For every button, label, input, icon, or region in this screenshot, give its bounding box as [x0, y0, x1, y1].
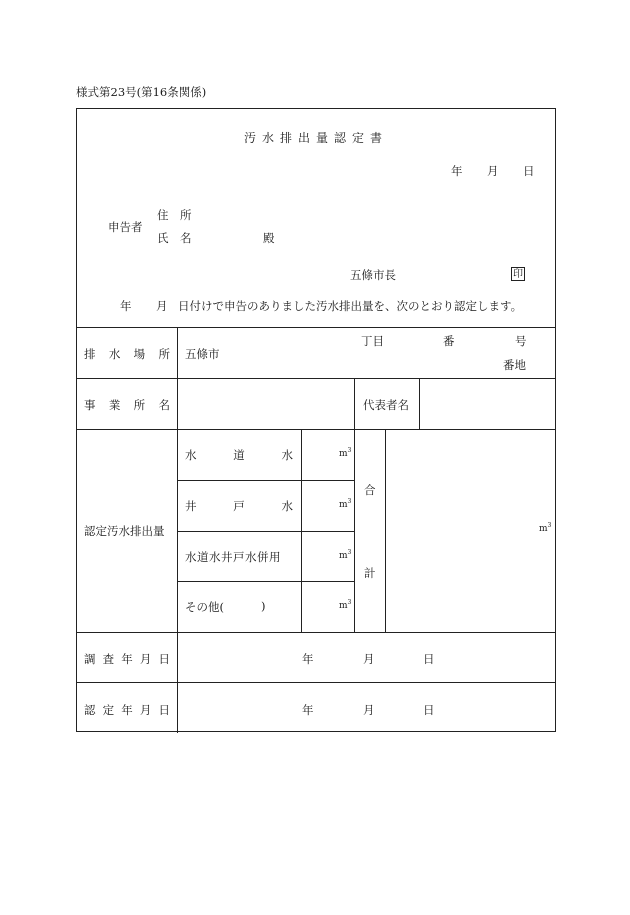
unit-tap-water: $m^3$ [339, 447, 352, 459]
unit-other: $m^3$ [339, 599, 352, 611]
discharge-city: 五條市 [185, 347, 220, 361]
volume-row-well-water: 井 戸 水 [185, 499, 293, 513]
certificate-title: 汚水排出量認定書 [243, 131, 388, 145]
certification-date-label: 認 定 年 月 日 [84, 703, 170, 717]
discharge-chome: 丁目 [361, 334, 384, 348]
statement-year: 年 [120, 299, 132, 313]
volume-row-other-close: ) [261, 599, 266, 613]
unit-well-water: $m^3$ [339, 498, 352, 510]
statement-month: 月 [156, 299, 168, 313]
form-number: 様式第23号(第16条関係) [76, 85, 207, 99]
total-label-top: 合 [364, 483, 376, 497]
seal-mark: 印 [513, 269, 523, 280]
issue-date-day: 日 [523, 164, 535, 178]
applicant-label: 申告者 [108, 220, 143, 234]
survey-date-label: 調 査 年 月 日 [84, 652, 170, 666]
issue-date-month: 月 [487, 164, 499, 178]
certified-volume-label: 認定汚水排出量 [84, 524, 165, 538]
business-office-label: 事 業 所 名 [84, 398, 170, 412]
issue-date-year: 年 [451, 164, 463, 178]
volume-row-combined: 水道水井戸水併用 [185, 550, 281, 564]
address-label: 住 所 [157, 208, 192, 222]
discharge-go: 号 [515, 334, 527, 348]
total-label-bottom: 計 [364, 566, 376, 580]
certificate-form [76, 108, 556, 732]
discharge-banchi: 番地 [503, 358, 526, 372]
statement-text: 日付けで申告のありました汚水排出量を、次のとおり認定します。 [178, 299, 523, 313]
volume-row-other-open: その他( [185, 600, 224, 614]
survey-day: 日 [423, 652, 435, 666]
discharge-location-label: 排 水 場 所 [84, 347, 170, 361]
certification-year: 年 [302, 703, 314, 717]
name-label: 氏 名 [157, 231, 192, 245]
issuer-name: 五條市長 [350, 268, 396, 282]
unit-total: $m^3$ [539, 522, 552, 534]
honorific: 殿 [263, 231, 275, 245]
survey-month: 月 [363, 652, 375, 666]
unit-combined: $m^3$ [339, 549, 352, 561]
survey-year: 年 [302, 652, 314, 666]
certification-month: 月 [363, 703, 375, 717]
certification-day: 日 [423, 703, 435, 717]
discharge-ban: 番 [443, 334, 455, 348]
volume-row-tap-water: 水 道 水 [185, 448, 293, 462]
representative-label: 代表者名 [363, 398, 409, 412]
